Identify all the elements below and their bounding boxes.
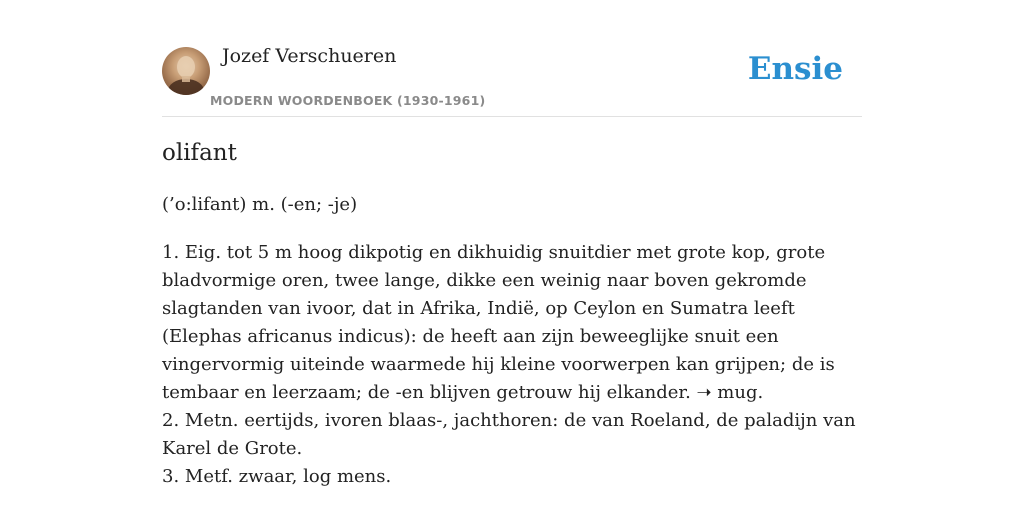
entry-header <box>162 0 862 117</box>
source-label[interactable]: MODERN WOORDENBOEK (1930-1961) <box>210 93 486 108</box>
entry-term: olifant <box>162 140 237 166</box>
brand-logo[interactable]: Ensie <box>747 51 843 87</box>
author-name[interactable]: Jozef Verschueren <box>222 45 397 67</box>
portrait-icon <box>162 47 210 95</box>
definition-sense-3: 3. Metf. zwaar, log mens. <box>162 466 392 487</box>
entry-pronunciation: (’o:lifant) m. (-en; -je) <box>162 194 358 215</box>
definition-sense-1: 1. Eig. tot 5 m hoog dikpotig en dikhuidig snuitdier met grote kop, grote bladvormige oren, twee lange, dikke een weinig naar boven gekromde slagtanden van ivoor, dat in Afrika, Indië, op Ceylon en Sumatra leeft (Elephas africanus indicus): de heeft aan zijn beweeglijke snuit een vingervormig uiteinde waarmede hij kleine voorwerpen kan grijpen; de is tembaar en leerzaam; de -en blijven getrouw hij elkander. ➝ mug. <box>162 242 835 403</box>
definition-sense-2: 2. Metn. eertijds, ivoren blaas-, jachthoren: de van Roeland, de paladijn van Karel de Grote. <box>162 410 856 459</box>
entry-definition <box>162 239 872 491</box>
author-avatar[interactable] <box>162 47 210 95</box>
